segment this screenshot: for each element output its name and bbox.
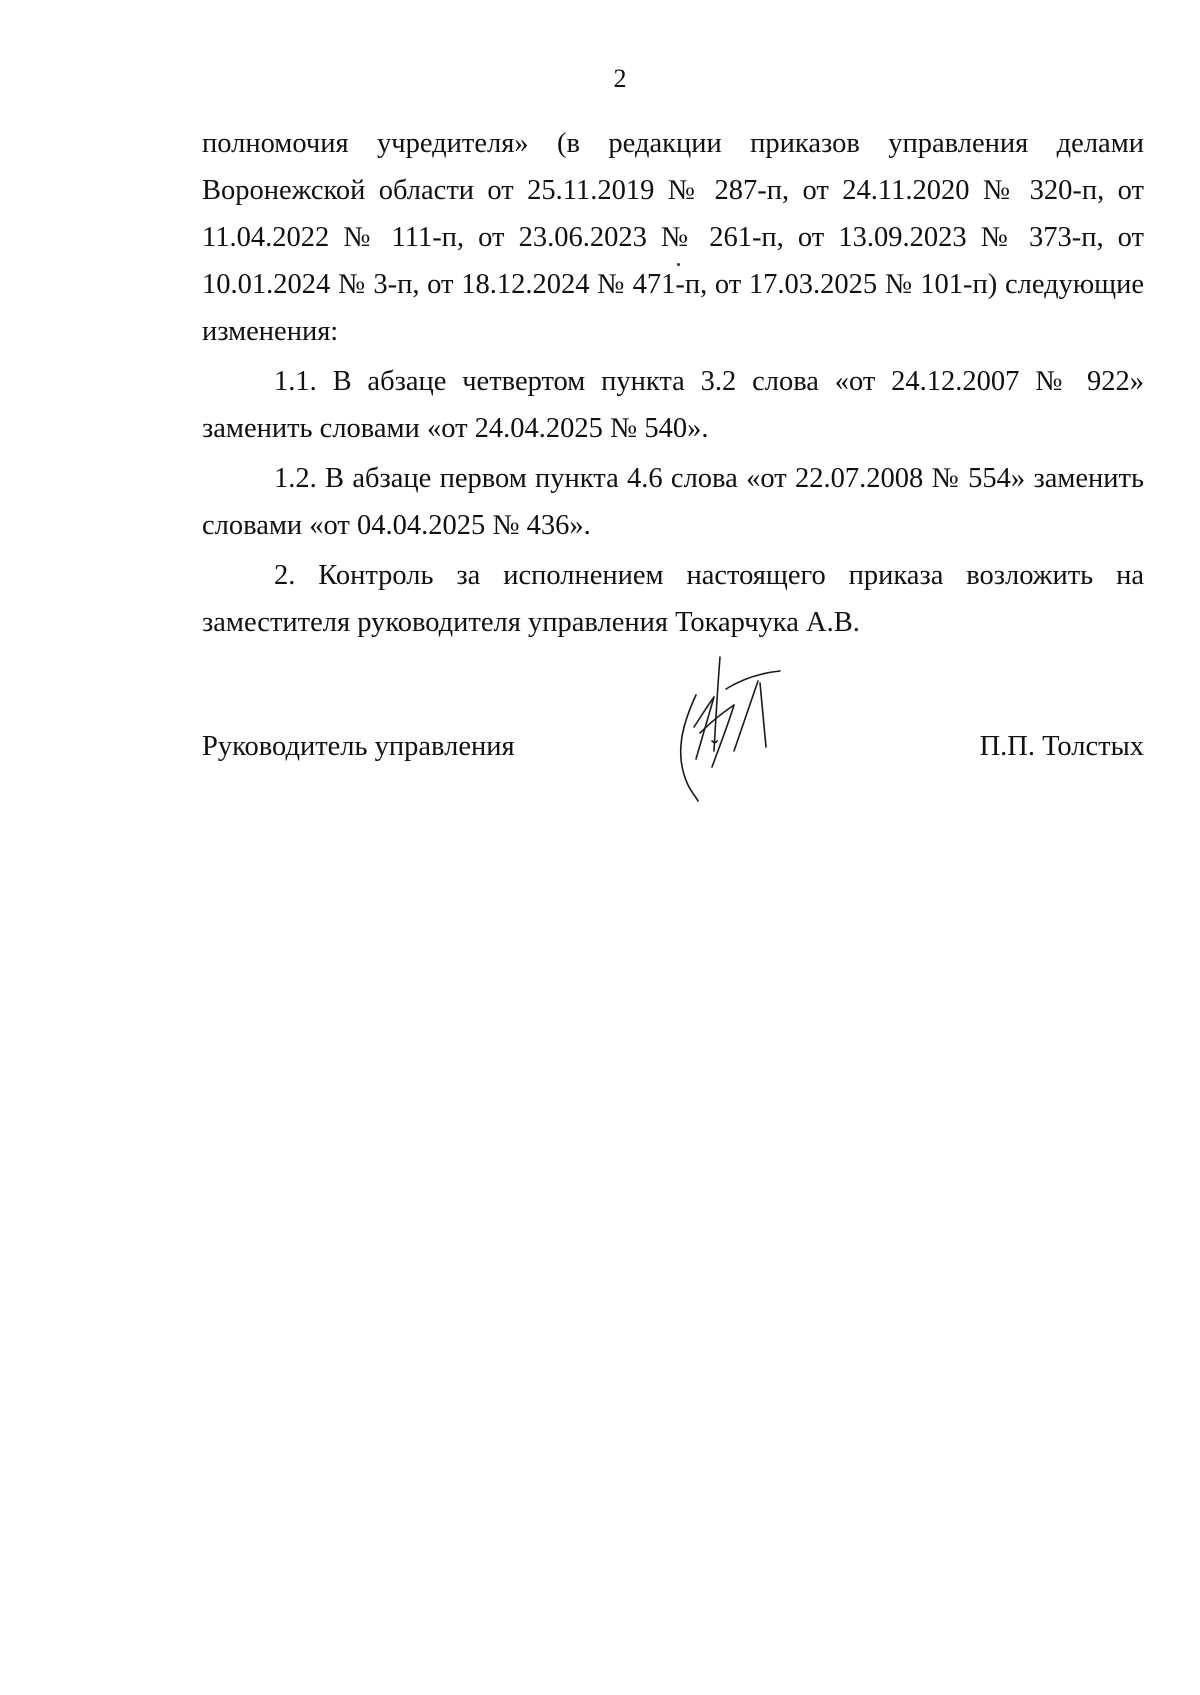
intro-line: 10.01.2024 № 3-п, от 18.12.2024 № 471-п, от 17.03.2025 № 101-п) следующие xyxy=(202,269,1144,300)
page-number: 2 xyxy=(613,64,627,93)
signatory-name: П.П. Толстых xyxy=(979,731,1144,762)
intro-line: Воронежской области от 25.11.2019 № 287-п, от 24.11.2020 № 320-п, от xyxy=(202,175,1144,206)
item-1-2-line: словами «от 04.04.2025 № 436». xyxy=(202,510,591,541)
item-2-paragraph xyxy=(202,552,1144,646)
item-1-2-line: 1.2. В абзаце первом пункта 4.6 слова «от 22.07.2008 № 554» заменить xyxy=(274,463,1144,494)
item-1-1-line: заменить словами «от 24.04.2025 № 540». xyxy=(202,413,709,444)
signatory-position: Руководитель управления xyxy=(202,731,515,762)
intro-line: изменения: xyxy=(202,316,339,347)
handwritten-signature xyxy=(668,655,798,805)
item-1-1-paragraph xyxy=(202,358,1144,452)
item-2-line: заместителя руководителя управления Токарчука А.В. xyxy=(202,607,860,638)
item-1-2-paragraph xyxy=(202,455,1144,549)
document-body xyxy=(202,120,1144,646)
intro-line: полномочия учредителя» (в редакции приказов управления делами xyxy=(202,128,1144,159)
intro-line: 11.04.2022 № 111-п, от 23.06.2023 № 261-п, от 13.09.2023 № 373-п, от xyxy=(202,222,1144,253)
item-1-1-line: 1.1. В абзаце четвертом пункта 3.2 слова «от 24.12.2007 № 922» xyxy=(274,366,1144,397)
intro-paragraph xyxy=(202,120,1144,355)
item-2-line: 2. Контроль за исполнением настоящего приказа возложить на xyxy=(274,560,1144,591)
